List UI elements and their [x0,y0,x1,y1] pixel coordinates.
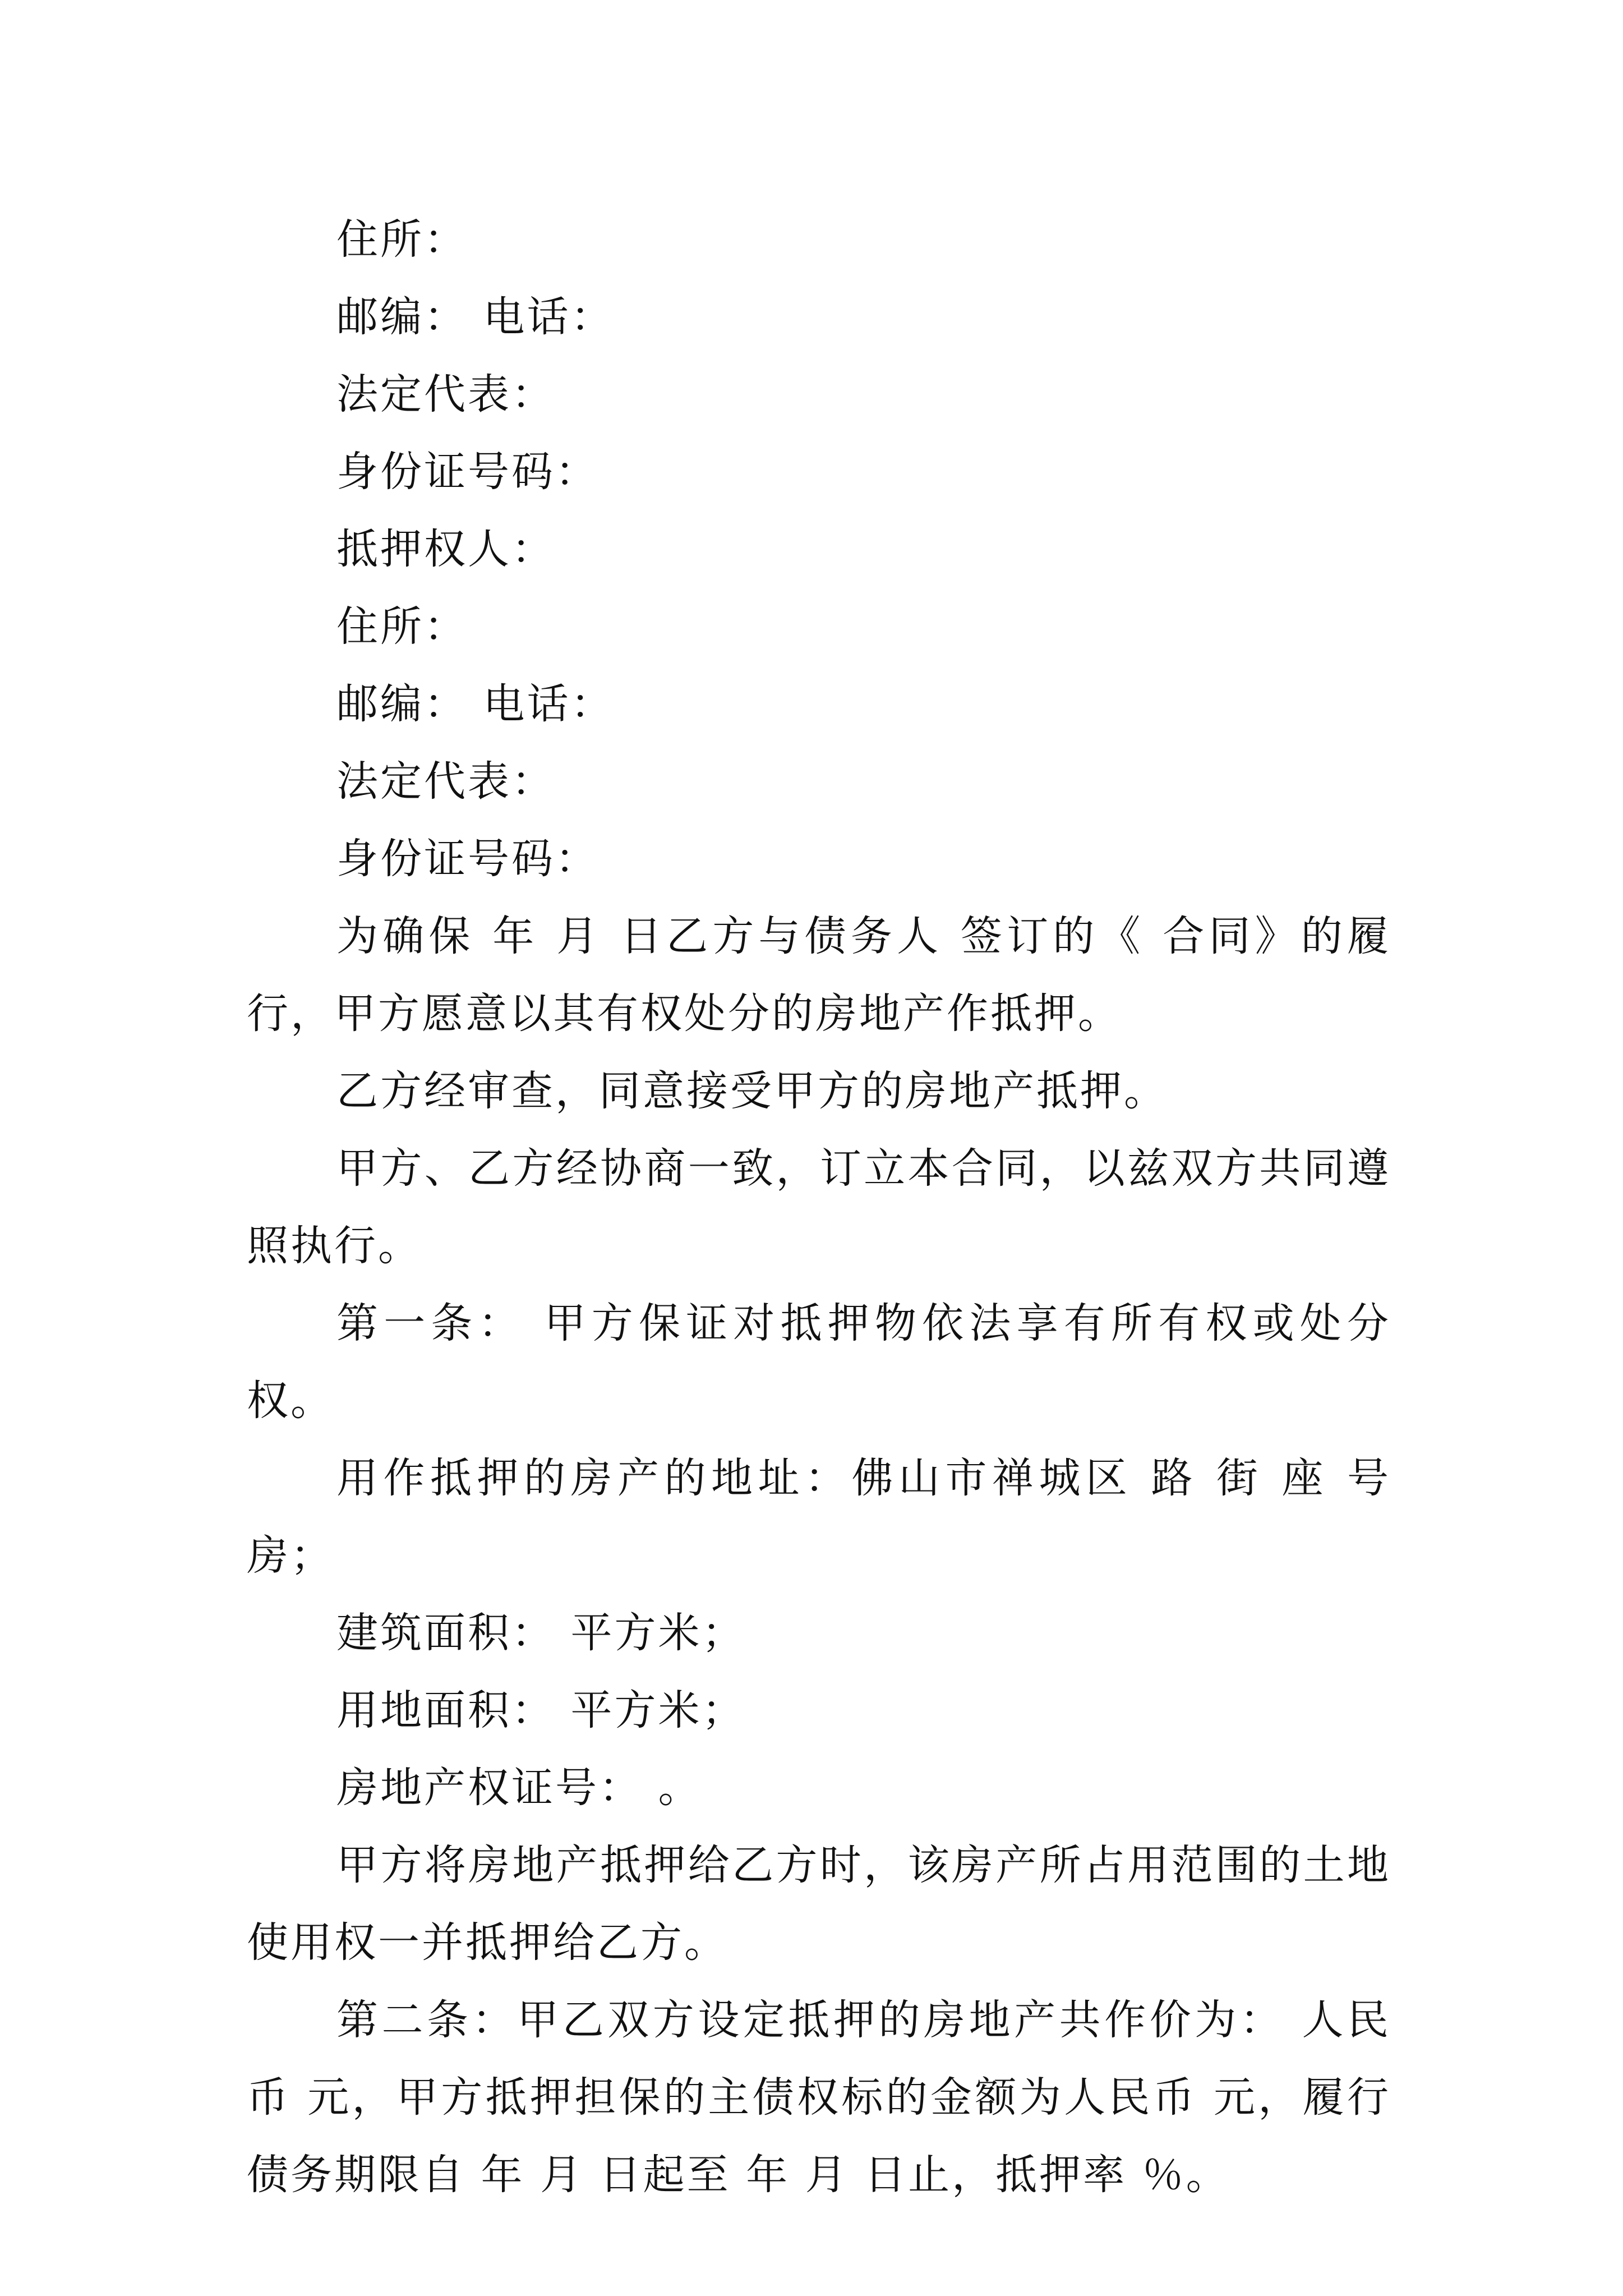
paragraph-building-area: 建筑面积： 平方米； [336,1609,746,1657]
paragraph-article-1: 第一条： 甲方保证对抵押物依法享有所有权或处分权。 [247,1299,1391,1425]
paragraph-mortgagor-postcode-phone: 邮编： 电话： [336,293,615,341]
paragraph-mortgagor-address: 住所： [336,215,468,264]
paragraph-mortgagee-postcode-phone: 邮编： 电话： [336,680,615,728]
paragraph-agreement: 甲方、乙方经协商一致，订立本合同，以兹双方共同遵照执行。 [247,1144,1391,1270]
paragraph-mortgagee-address: 住所： [336,602,468,651]
paragraph-certificate-number: 房地产权证号： 。 [336,1764,702,1812]
paragraph-mortgagee-id-number: 身份证号码： [336,835,599,883]
paragraph-mortgagor-id-number: 身份证号码： [336,448,599,496]
paragraph-mortgagor-legal-rep: 法定代表： [336,370,555,418]
paragraph-land-area: 用地面积： 平方米； [336,1686,746,1734]
document-body [247,201,1391,2214]
paragraph-mortgagee: 抵押权人： [336,525,555,573]
paragraph-review: 乙方经审查，同意接受甲方的房地产抵押。 [336,1067,1168,1115]
paragraph-land-use-right: 甲方将房地产抵押给乙方时，该房产所占用范围的土地使用权一并抵押给乙方。 [247,1841,1391,1967]
paragraph-property-address: 用作抵押的房产的地址：佛山市禅城区 路 街 座 号房； [247,1454,1391,1580]
paragraph-purpose: 为确保 年 月 日乙方与债务人 签订的《 合同》的履行，甲方愿意以其有权处分的房地产作抵押。 [247,912,1391,1038]
paragraph-mortgagee-legal-rep: 法定代表： [336,757,555,806]
paragraph-article-2: 第二条：甲乙双方设定抵押的房地产共作价为： 人民币 元，甲方抵押担保的主债权标的金额为人民币 元，履行债务期限自 年 月 日起至 年 月 日止，抵押率 ％。 [247,1996,1391,2199]
